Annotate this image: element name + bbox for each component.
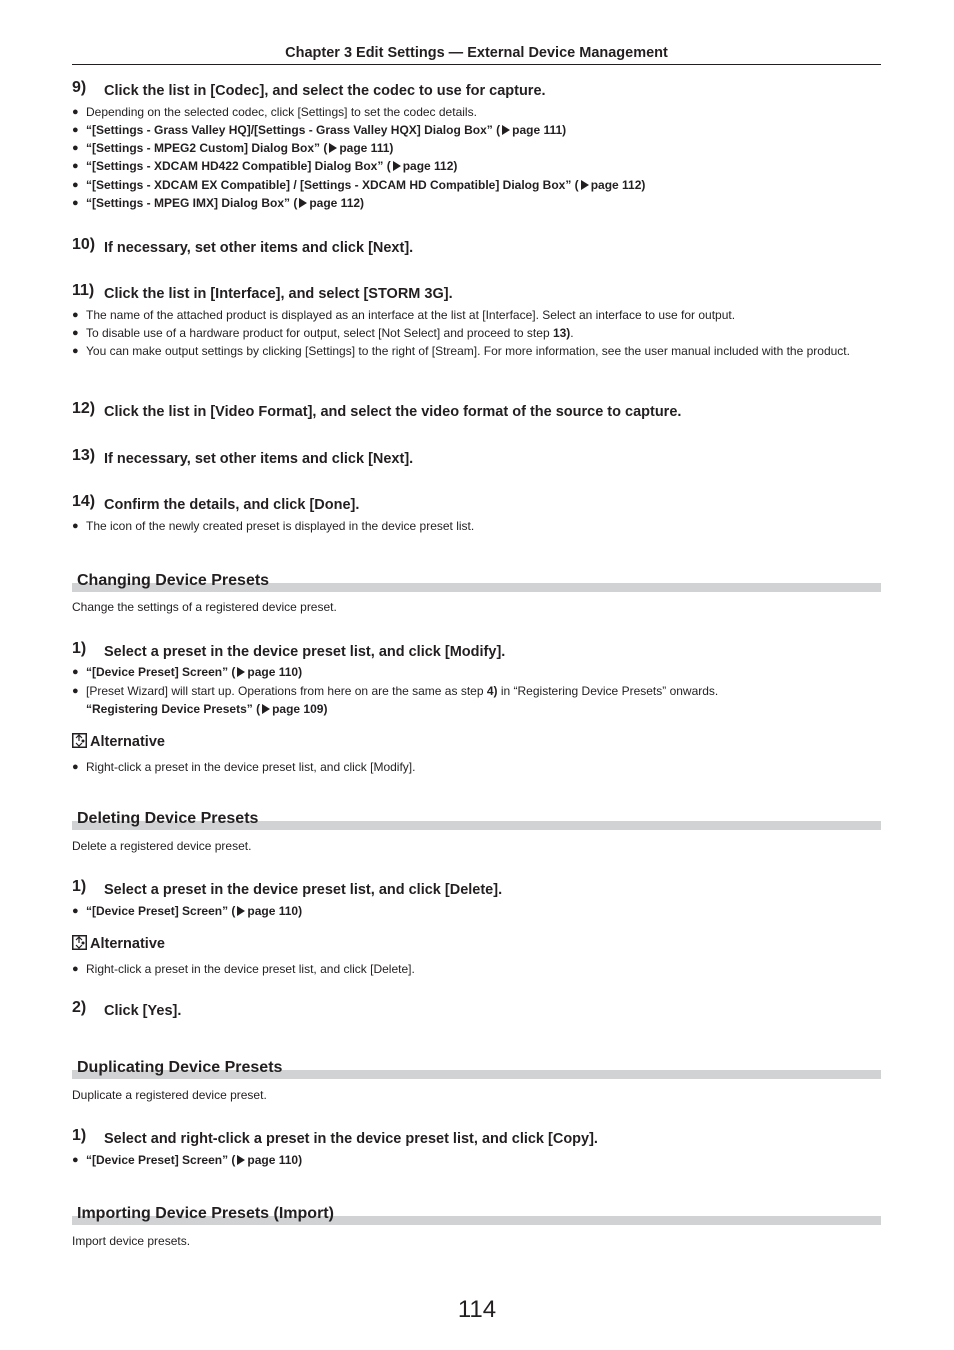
step-text: If necessary, set other items and click [Next]. <box>104 451 414 467</box>
arrow-right-icon <box>299 198 307 208</box>
section-heading-deleting <box>72 808 881 830</box>
bullet-dot-icon: ● <box>72 327 79 339</box>
section-description: Duplicate a registered device preset. <box>72 1088 267 1102</box>
bullet-dot-icon: ● <box>72 142 79 154</box>
cross-reference-link[interactable]: “Registering Device Presets” ( page 109) <box>86 702 328 716</box>
bullet-text: Right-click a preset in the device preset list, and click [Modify]. <box>86 760 416 774</box>
section-title: Deleting Device Presets <box>77 810 259 827</box>
bullet-text: The icon of the newly created preset is displayed in the device preset list. <box>86 519 475 533</box>
cross-reference-link[interactable]: “[Device Preset] Screen” ( page 110) <box>86 1153 303 1167</box>
cross-reference-link[interactable]: “[Settings - MPEG IMX] Dialog Box” ( page 112) <box>86 196 365 210</box>
alternative-heading <box>72 733 165 753</box>
bullet-dot-icon: ● <box>72 124 79 136</box>
arrow-right-icon <box>237 1155 245 1165</box>
section-description: Change the settings of a registered device preset. <box>72 600 337 614</box>
step-number: 2) <box>72 999 87 1016</box>
step-number: 1) <box>72 878 87 895</box>
alternative-heading <box>72 935 165 955</box>
chapter-header: Chapter 3 Edit Settings — External Device Management <box>72 44 881 65</box>
bullet-dot-icon: ● <box>72 520 79 532</box>
section-title: Changing Device Presets <box>77 572 270 589</box>
arrow-right-icon <box>502 125 510 135</box>
section-title: Importing Device Presets (Import) <box>77 1205 334 1222</box>
arrow-right-icon <box>393 161 401 171</box>
section-title: Duplicating Device Presets <box>77 1059 283 1076</box>
bullet-dot-icon: ● <box>72 666 79 678</box>
step-text: Click the list in [Interface], and select [STORM 3G]. <box>104 286 453 302</box>
bullet-text: [Preset Wizard] will start up. Operations from here on are the same as step 4) in “Registering Device Presets” onwards. <box>86 684 719 698</box>
step-12 <box>72 399 881 423</box>
step-number: 12) <box>72 400 96 417</box>
step-text: Select and right-click a preset in the device preset list, and click [Copy]. <box>104 1131 598 1147</box>
step-number: 11) <box>72 282 95 299</box>
section-description: Import device presets. <box>72 1234 191 1248</box>
alternative-label: Alternative <box>90 734 165 750</box>
step-text: Select a preset in the device preset list, and click [Delete]. <box>104 882 503 898</box>
changing-step-1 <box>72 639 881 663</box>
arrow-right-icon <box>262 704 270 714</box>
bullet-text: To disable use of a hardware product for output, select [Not Select] and proceed to step 13). <box>86 326 574 340</box>
alternative-label: Alternative <box>90 936 165 952</box>
arrow-right-icon <box>237 906 245 916</box>
step-text: Click the list in [Codec], and select the codec to use for capture. <box>104 83 546 99</box>
bullet-dot-icon: ● <box>72 905 79 917</box>
step-number: 1) <box>72 640 87 657</box>
step-number: 14) <box>72 493 96 510</box>
bullet-dot-icon: ● <box>72 160 79 172</box>
step-text: Select a preset in the device preset list, and click [Modify]. <box>104 644 506 660</box>
step-10 <box>72 235 881 259</box>
bullet-dot-icon: ● <box>72 963 79 975</box>
step-number: 9) <box>72 79 87 96</box>
bullet-text: Right-click a preset in the device preset list, and click [Delete]. <box>86 962 415 976</box>
cross-reference-link[interactable]: “[Settings - Grass Valley HQ]/[Settings - Grass Valley HQX] Dialog Box” ( page 111) <box>86 123 567 137</box>
step-9 <box>72 78 881 102</box>
section-heading-importing <box>72 1203 881 1225</box>
bullet-dot-icon: ● <box>72 179 79 191</box>
step-text: Click [Yes]. <box>104 1003 182 1019</box>
cross-reference-link[interactable]: “[Device Preset] Screen” ( page 110) <box>86 665 303 679</box>
arrow-right-icon <box>237 667 245 677</box>
step-text: Click the list in [Video Format], and select the video format of the source to capture. <box>104 404 682 420</box>
cross-reference-link[interactable]: “[Device Preset] Screen” ( page 110) <box>86 904 303 918</box>
bullet-text: You can make output settings by clicking [Settings] to the right of [Stream]. For more information, see the user manual included with the product. <box>86 344 850 358</box>
cross-reference-link[interactable]: “[Settings - MPEG2 Custom] Dialog Box” ( page 111) <box>86 141 394 155</box>
bullet-text: The name of the attached product is displayed as an interface at the list at [Interface]. Select an interface to use for output. <box>86 308 736 322</box>
step-text: Confirm the details, and click [Done]. <box>104 497 360 513</box>
bullet-dot-icon: ● <box>72 106 79 118</box>
bullet-dot-icon: ● <box>72 761 79 773</box>
arrow-right-icon <box>329 143 337 153</box>
step-number: 10) <box>72 236 96 253</box>
bullet-dot-icon: ● <box>72 309 79 321</box>
section-description: Delete a registered device preset. <box>72 839 252 853</box>
cross-reference-link[interactable]: “[Settings - XDCAM EX Compatible] / [Settings - XDCAM HD Compatible] Dialog Box” ( page 112) <box>86 178 646 192</box>
section-heading-changing <box>72 570 881 592</box>
step-14 <box>72 492 881 516</box>
cross-reference-link[interactable]: “[Settings - XDCAM HD422 Compatible] Dialog Box” ( page 112) <box>86 159 458 173</box>
bullet-dot-icon: ● <box>72 345 79 357</box>
arrow-right-icon <box>581 180 589 190</box>
section-heading-duplicating <box>72 1057 881 1079</box>
deleting-step-1 <box>72 877 881 901</box>
step-number: 1) <box>72 1127 87 1144</box>
bullet-dot-icon: ● <box>72 197 79 209</box>
bullet-text: Depending on the selected codec, click [Settings] to set the codec details. <box>86 105 477 119</box>
bullet-dot-icon: ● <box>72 1154 79 1166</box>
step-13 <box>72 446 881 470</box>
bullet-dot-icon: ● <box>72 685 79 697</box>
page-number: 114 <box>457 1296 497 1323</box>
alternative-icon <box>72 733 87 748</box>
duplicating-step-1 <box>72 1126 881 1150</box>
step-11 <box>72 281 881 305</box>
step-number: 13) <box>72 447 96 464</box>
alternative-icon <box>72 935 87 950</box>
deleting-step-2 <box>72 998 881 1022</box>
step-text: If necessary, set other items and click [Next]. <box>104 240 414 256</box>
